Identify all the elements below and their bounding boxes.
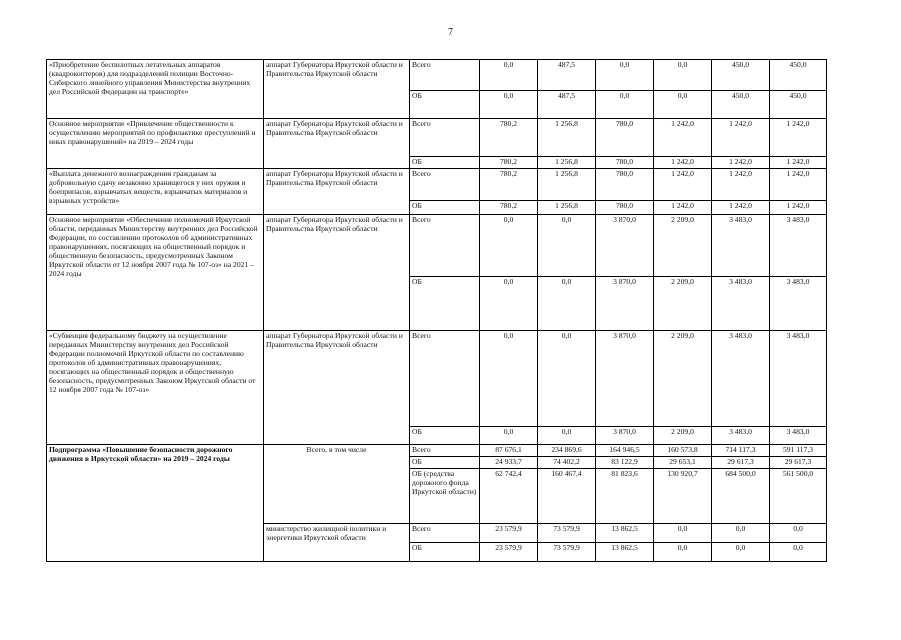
value-cell: 160 467,4	[538, 468, 596, 523]
value-cell: 0,0	[538, 214, 596, 276]
value-cell: 0,0	[480, 426, 538, 444]
value-cell: 0,0	[654, 542, 712, 561]
table-row	[47, 214, 827, 276]
table-row	[47, 168, 827, 200]
value-cell: 1 242,0	[654, 119, 712, 157]
value-cell: 3 483,0	[712, 276, 770, 330]
value-cell: 714 117,3	[712, 444, 770, 456]
value-cell: 780,2	[480, 168, 538, 200]
value-cell: 3 483,0	[770, 426, 827, 444]
value-cell: 684 500,0	[712, 468, 770, 523]
page-number: 7	[448, 27, 453, 38]
value-cell: 780,0	[596, 168, 654, 200]
value-cell: 0,0	[538, 276, 596, 330]
value-cell: 3 483,0	[770, 214, 827, 276]
value-cell: 0,0	[480, 330, 538, 426]
value-cell: 487,5	[538, 60, 596, 91]
value-cell: 780,2	[480, 119, 538, 157]
value-cell: 0,0	[538, 426, 596, 444]
value-cell: 81 823,6	[596, 468, 654, 523]
value-cell: 0,0	[480, 276, 538, 330]
value-cell: 0,0	[654, 523, 712, 542]
value-cell: 3 870,0	[596, 214, 654, 276]
value-cell: 29 617,3	[770, 456, 827, 468]
source-label: ОБ	[410, 200, 480, 214]
executor: аппарат Губернатора Иркутской области и Правительства Иркутской области	[264, 60, 410, 119]
value-cell: 0,0	[654, 91, 712, 119]
value-cell: 2 209,0	[654, 330, 712, 426]
value-cell: 29 653,1	[654, 456, 712, 468]
value-cell: 450,0	[770, 91, 827, 119]
value-cell: 1 242,0	[770, 157, 827, 169]
value-cell: 450,0	[770, 60, 827, 91]
measure-name: «Субвенция федеральному бюджету на осуществление переданных Министерству внутренних дел Российской Федерации полномочий Иркутской области по составлению протоколов об административных правонарушениях, посягающих на общественный порядок и общественную безопасность, предусмотренных Законом Иркутской области от 12 ноября 2007 года № 107-оз»	[47, 330, 264, 444]
source-label: ОБ	[410, 276, 480, 330]
value-cell: 13 862,5	[596, 523, 654, 542]
value-cell: 591 117,3	[770, 444, 827, 456]
value-cell: 1 256,8	[538, 168, 596, 200]
value-cell: 23 579,9	[480, 523, 538, 542]
value-cell: 73 579,9	[538, 523, 596, 542]
value-cell: 1 242,0	[654, 168, 712, 200]
value-cell: 1 242,0	[654, 200, 712, 214]
source-label: Всего	[410, 119, 480, 157]
value-cell: 83 122,9	[596, 456, 654, 468]
value-cell: 561 500,0	[770, 468, 827, 523]
source-label: Всего	[410, 444, 480, 456]
executor: Всего, в том числе	[264, 444, 410, 523]
value-cell: 780,0	[596, 157, 654, 169]
value-cell: 0,0	[480, 60, 538, 91]
value-cell: 1 256,8	[538, 200, 596, 214]
value-cell: 160 573,8	[654, 444, 712, 456]
measure-name: Основное мероприятие «Привлечение общественности к осуществлению мероприятий по профилактике преступлений и иных правонарушений» на 2019 – 2024 годы	[47, 119, 264, 169]
value-cell: 3 870,0	[596, 330, 654, 426]
value-cell: 13 862,5	[596, 542, 654, 561]
source-label: Всего	[410, 214, 480, 276]
value-cell: 3 483,0	[712, 330, 770, 426]
measure-name: «Выплата денежного вознаграждения гражданам за добровольную сдачу незаконно хранящегося у них оружия и боеприпасов, взрывчатых веществ, взрывчатых материалов и взрывных устройств»	[47, 168, 264, 214]
value-cell: 780,2	[480, 200, 538, 214]
value-cell: 0,0	[480, 91, 538, 119]
value-cell: 73 579,9	[538, 542, 596, 561]
value-cell: 3 870,0	[596, 426, 654, 444]
value-cell: 1 242,0	[712, 168, 770, 200]
value-cell: 1 242,0	[770, 119, 827, 157]
value-cell: 0,0	[712, 542, 770, 561]
value-cell: 0,0	[596, 60, 654, 91]
measure-name: Основное мероприятие «Обеспечение полномочий Иркутской области, переданных Министерству внутренних дел Российской Федерации, по составлению протоколов об административных правонарушениях, посягающих на общественный порядок и общественную безопасность, предусмотренных Законом Иркутской области от 12 ноября 2007 года № 107-оз» на 2021 – 2024 годы	[47, 214, 264, 330]
source-label: ОБ	[410, 542, 480, 561]
value-cell: 0,0	[712, 523, 770, 542]
value-cell: 0,0	[770, 523, 827, 542]
value-cell: 130 920,7	[654, 468, 712, 523]
executor: министерство жилищной политики и энергетики Иркутской области	[264, 523, 410, 561]
value-cell: 62 742,4	[480, 468, 538, 523]
budget-table	[46, 59, 827, 562]
value-cell: 3 483,0	[770, 330, 827, 426]
source-label: ОБ	[410, 91, 480, 119]
source-label: Всего	[410, 523, 480, 542]
value-cell: 0,0	[480, 214, 538, 276]
value-cell: 3 483,0	[712, 426, 770, 444]
source-label: Всего	[410, 60, 480, 91]
source-label: ОБ	[410, 456, 480, 468]
source-label: Всего	[410, 330, 480, 426]
value-cell: 2 209,0	[654, 276, 712, 330]
value-cell: 450,0	[712, 91, 770, 119]
executor: аппарат Губернатора Иркутской области и Правительства Иркутской области	[264, 119, 410, 169]
executor: аппарат Губернатора Иркутской области и Правительства Иркутской области	[264, 330, 410, 444]
source-label: Всего	[410, 168, 480, 200]
table-row	[47, 330, 827, 426]
value-cell: 1 242,0	[712, 119, 770, 157]
value-cell: 780,0	[596, 200, 654, 214]
subprogram-name: Подпрограмма «Повышение безопасности дорожного движения в Иркутской области» на 2019 – 2024 годы	[47, 444, 264, 561]
value-cell: 2 209,0	[654, 426, 712, 444]
source-label: ОБ	[410, 426, 480, 444]
value-cell: 3 483,0	[770, 276, 827, 330]
value-cell: 29 617,3	[712, 456, 770, 468]
value-cell: 450,0	[712, 60, 770, 91]
executor: аппарат Губернатора Иркутской области и Правительства Иркутской области	[264, 168, 410, 214]
executor: аппарат Губернатора Иркутской области и Правительства Иркутской области	[264, 214, 410, 330]
value-cell: 487,5	[538, 91, 596, 119]
value-cell: 23 579,9	[480, 542, 538, 561]
table-row	[47, 444, 827, 456]
value-cell: 164 946,5	[596, 444, 654, 456]
value-cell: 2 209,0	[654, 214, 712, 276]
value-cell: 74 402,2	[538, 456, 596, 468]
value-cell: 1 242,0	[654, 157, 712, 169]
value-cell: 1 242,0	[712, 157, 770, 169]
value-cell: 24 933,7	[480, 456, 538, 468]
value-cell: 1 256,8	[538, 119, 596, 157]
source-label: ОБ	[410, 157, 480, 169]
value-cell: 234 869,6	[538, 444, 596, 456]
value-cell: 1 242,0	[770, 200, 827, 214]
value-cell: 1 242,0	[712, 200, 770, 214]
value-cell: 1 256,8	[538, 157, 596, 169]
table-row	[47, 60, 827, 91]
value-cell: 0,0	[538, 330, 596, 426]
value-cell: 0,0	[596, 91, 654, 119]
source-label: ОБ (средства дорожного фонда Иркутской области)	[410, 468, 480, 523]
value-cell: 3 870,0	[596, 276, 654, 330]
value-cell: 87 676,1	[480, 444, 538, 456]
value-cell: 780,2	[480, 157, 538, 169]
value-cell: 0,0	[654, 60, 712, 91]
value-cell: 0,0	[770, 542, 827, 561]
value-cell: 780,0	[596, 119, 654, 157]
value-cell: 3 483,0	[712, 214, 770, 276]
measure-name: «Приобретение беспилотных летательных аппаратов (квадрокоптеров) для подразделений полиции Восточно-Сибирского линейного управления Министерства внутренних дел Российской Федерации на транспорте»	[47, 60, 264, 119]
table-row	[47, 119, 827, 157]
value-cell: 1 242,0	[770, 168, 827, 200]
